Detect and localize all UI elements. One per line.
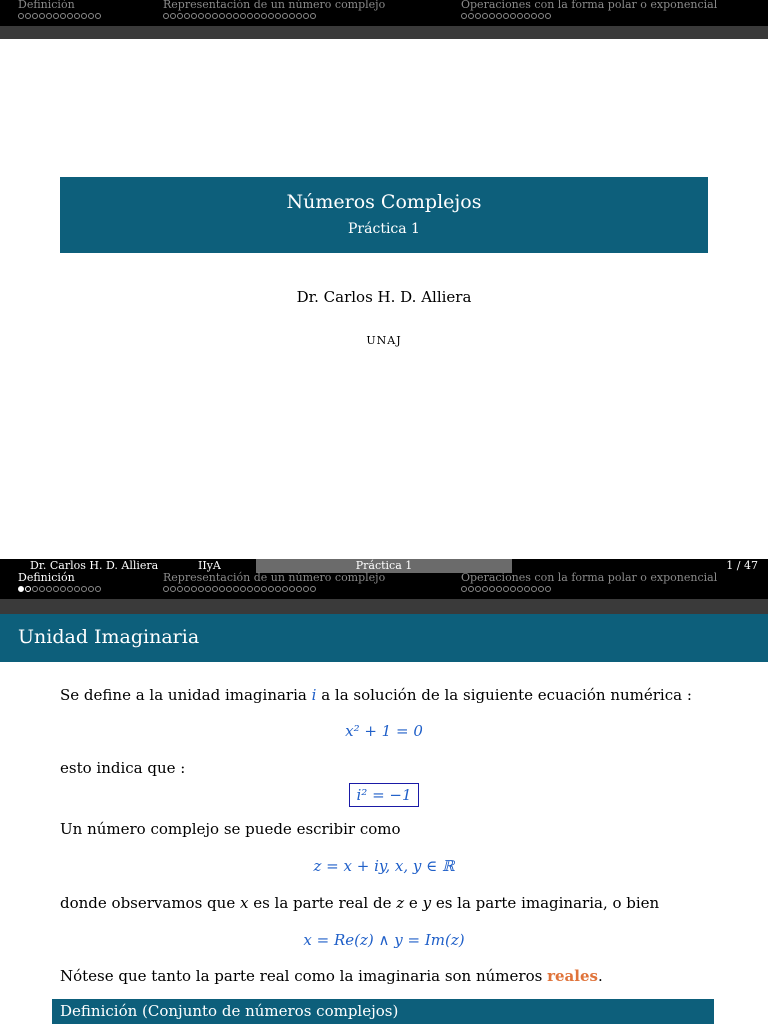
- nav-dot[interactable]: [461, 13, 467, 19]
- nav-section-operaciones[interactable]: Operaciones con la forma polar o exponencial: [461, 0, 718, 11]
- nav-dot[interactable]: [475, 13, 481, 19]
- nav-dot[interactable]: [226, 13, 232, 19]
- nav-dot[interactable]: [296, 586, 302, 592]
- nav-dots-definicion[interactable]: [18, 13, 101, 21]
- text-segment: Se define a la unidad imaginaria: [60, 686, 312, 704]
- nav-dot[interactable]: [531, 13, 537, 19]
- frame-title: Unidad Imaginaria: [18, 626, 200, 648]
- text-segment: Nótese que tanto la parte real como la imaginaria son números: [60, 967, 548, 985]
- slide-header-strip: [0, 599, 768, 614]
- math-variable: i: [311, 686, 317, 704]
- equation-re-im: x = Re(z) ∧ y = Im(z): [303, 931, 465, 949]
- text-segment: donde observamos que: [60, 894, 240, 912]
- nav-dot[interactable]: [184, 13, 190, 19]
- nav-dot[interactable]: [496, 586, 502, 592]
- nav-dot[interactable]: [170, 586, 176, 592]
- nav-dot[interactable]: [46, 13, 52, 19]
- nav-dot[interactable]: [60, 586, 66, 592]
- nav-dot[interactable]: [496, 13, 502, 19]
- nav-dot[interactable]: [510, 586, 516, 592]
- equation-x-squared: x² + 1 = 0: [345, 722, 423, 740]
- text-segment: es la parte real de: [248, 894, 397, 912]
- nav-dot[interactable]: [95, 13, 101, 19]
- nav-dot[interactable]: [254, 13, 260, 19]
- nav-dot[interactable]: [53, 13, 59, 19]
- nav-dot[interactable]: [538, 586, 544, 592]
- slide-header-strip: [0, 26, 768, 39]
- nav-dot[interactable]: [212, 586, 218, 592]
- nav-section-operaciones[interactable]: Operaciones con la forma polar o exponencial: [461, 571, 718, 584]
- nav-dot[interactable]: [226, 586, 232, 592]
- nav-dot[interactable]: [524, 586, 530, 592]
- nav-dot[interactable]: [233, 586, 239, 592]
- nav-dot[interactable]: [468, 13, 474, 19]
- nav-dot[interactable]: [482, 586, 488, 592]
- top-navigation-bar: [0, 0, 768, 26]
- nav-dot[interactable]: [60, 13, 66, 19]
- footer-title: Práctica 1: [355, 559, 413, 572]
- nav-dot[interactable]: [198, 13, 204, 19]
- nav-dot[interactable]: [247, 586, 253, 592]
- institute-name: UNAJ: [366, 334, 402, 347]
- nav-dot[interactable]: [275, 586, 281, 592]
- equation-z-form: z = x + iy, x, y ∈ ℝ: [313, 857, 455, 875]
- nav-dot[interactable]: [289, 13, 295, 19]
- nav-dot[interactable]: [310, 13, 316, 19]
- nav-dot[interactable]: [233, 13, 239, 19]
- definition-block-header: [52, 999, 714, 1024]
- nav-dot[interactable]: [198, 586, 204, 592]
- nav-dot[interactable]: [219, 586, 225, 592]
- text-segment: e: [404, 894, 423, 912]
- nav-dot[interactable]: [177, 586, 183, 592]
- nav-dot[interactable]: [88, 586, 94, 592]
- nav-dot[interactable]: [81, 13, 87, 19]
- nav-dot[interactable]: [95, 586, 101, 592]
- nav-dot[interactable]: [545, 13, 551, 19]
- nav-dot[interactable]: [282, 586, 288, 592]
- text-segment: es la parte imaginaria, o bien: [431, 894, 660, 912]
- nav-dot[interactable]: [32, 13, 38, 19]
- nav-dot[interactable]: [275, 13, 281, 19]
- definition-sentence: [60, 686, 692, 704]
- author-name: Dr. Carlos H. D. Alliera: [296, 288, 472, 306]
- nav-dot[interactable]: [184, 586, 190, 592]
- nav-dot[interactable]: [482, 13, 488, 19]
- math-variable: x: [239, 894, 249, 912]
- nav-dot[interactable]: [74, 13, 80, 19]
- nav-dot[interactable]: [489, 586, 495, 592]
- presentation-title: Números Complejos: [286, 191, 482, 213]
- text-notese: [60, 967, 603, 985]
- nav-dot[interactable]: [475, 586, 481, 592]
- nav-dot[interactable]: [88, 13, 94, 19]
- nav-dot[interactable]: [531, 586, 537, 592]
- nav-dot[interactable]: [296, 13, 302, 19]
- nav-section-definicion-active[interactable]: Definición: [18, 571, 75, 584]
- nav-dot[interactable]: [170, 13, 176, 19]
- footer-institute: IIyA: [198, 559, 221, 572]
- nav-dot[interactable]: [39, 586, 45, 592]
- nav-dots-operaciones[interactable]: [461, 586, 551, 594]
- frame-title-bar: [0, 614, 768, 662]
- nav-dot[interactable]: [18, 13, 24, 19]
- math-variable: z: [396, 894, 405, 912]
- highlight-reales: reales: [547, 967, 598, 985]
- nav-dot[interactable]: [25, 13, 31, 19]
- nav-dot[interactable]: [268, 586, 274, 592]
- nav-dot[interactable]: [205, 13, 211, 19]
- nav-dot[interactable]: [489, 13, 495, 19]
- nav-dot[interactable]: [303, 586, 309, 592]
- nav-dot[interactable]: [32, 586, 38, 592]
- footer-author: Dr. Carlos H. D. Alliera: [30, 559, 159, 572]
- definition-block-title: Definición (Conjunto de números complejos): [60, 1002, 399, 1020]
- nav-dot[interactable]: [261, 586, 267, 592]
- nav-dot[interactable]: [517, 13, 523, 19]
- nav-dot[interactable]: [289, 586, 295, 592]
- nav-dot[interactable]: [67, 13, 73, 19]
- nav-dots-definicion[interactable]: [18, 586, 101, 594]
- nav-dots-representacion[interactable]: [163, 13, 316, 21]
- nav-dot[interactable]: [212, 13, 218, 19]
- nav-dot[interactable]: [46, 586, 52, 592]
- nav-dot[interactable]: [240, 13, 246, 19]
- nav-dot[interactable]: [163, 13, 169, 19]
- nav-dot[interactable]: [468, 586, 474, 592]
- nav-dot[interactable]: [282, 13, 288, 19]
- nav-dots-representacion[interactable]: [163, 586, 316, 594]
- page-number: 1 / 47: [726, 559, 758, 572]
- nav-dots-operaciones[interactable]: [461, 13, 551, 21]
- nav-dot[interactable]: [205, 586, 211, 592]
- nav-dot[interactable]: [310, 586, 316, 592]
- nav-dot[interactable]: [261, 13, 267, 19]
- nav-dot[interactable]: [254, 586, 260, 592]
- text-segment: .: [597, 967, 603, 985]
- text-esto-indica: esto indica que :: [60, 759, 186, 777]
- nav-dot[interactable]: [240, 586, 246, 592]
- nav-dot[interactable]: [177, 13, 183, 19]
- nav-dot[interactable]: [538, 13, 544, 19]
- nav-dot[interactable]: [268, 13, 274, 19]
- nav-dot[interactable]: [503, 586, 509, 592]
- nav-dot[interactable]: [18, 586, 24, 592]
- title-box: [60, 177, 708, 253]
- nav-dot[interactable]: [219, 13, 225, 19]
- boxed-equation-container: [0, 783, 768, 807]
- nav-dot[interactable]: [67, 586, 73, 592]
- nav-dot[interactable]: [303, 13, 309, 19]
- nav-dot[interactable]: [74, 586, 80, 592]
- nav-dot[interactable]: [25, 586, 31, 592]
- nav-section-representacion[interactable]: Representación de un número complejo: [163, 571, 386, 584]
- nav-dot[interactable]: [191, 13, 197, 19]
- nav-dot[interactable]: [81, 586, 87, 592]
- nav-dot[interactable]: [524, 13, 530, 19]
- second-navigation-bar: [0, 573, 768, 599]
- presentation-subtitle: Práctica 1: [348, 221, 420, 237]
- nav-section-representacion[interactable]: Representación de un número complejo: [163, 0, 386, 11]
- boxed-equation-i-squared: i² = −1: [349, 783, 418, 807]
- nav-dot[interactable]: [163, 586, 169, 592]
- nav-dot[interactable]: [247, 13, 253, 19]
- nav-dot[interactable]: [461, 586, 467, 592]
- nav-dot[interactable]: [545, 586, 551, 592]
- nav-section-definicion[interactable]: Definición: [18, 0, 75, 11]
- nav-dot[interactable]: [39, 13, 45, 19]
- text-segment: a la solución de la siguiente ecuación numérica :: [316, 686, 692, 704]
- nav-dot[interactable]: [503, 13, 509, 19]
- text-parte-real-imaginaria: [60, 894, 659, 912]
- math-variable: y: [422, 894, 432, 912]
- nav-dot[interactable]: [510, 13, 516, 19]
- text-numero-complejo: Un número complejo se puede escribir como: [60, 820, 401, 838]
- nav-dot[interactable]: [517, 586, 523, 592]
- nav-dot[interactable]: [191, 586, 197, 592]
- nav-dot[interactable]: [53, 586, 59, 592]
